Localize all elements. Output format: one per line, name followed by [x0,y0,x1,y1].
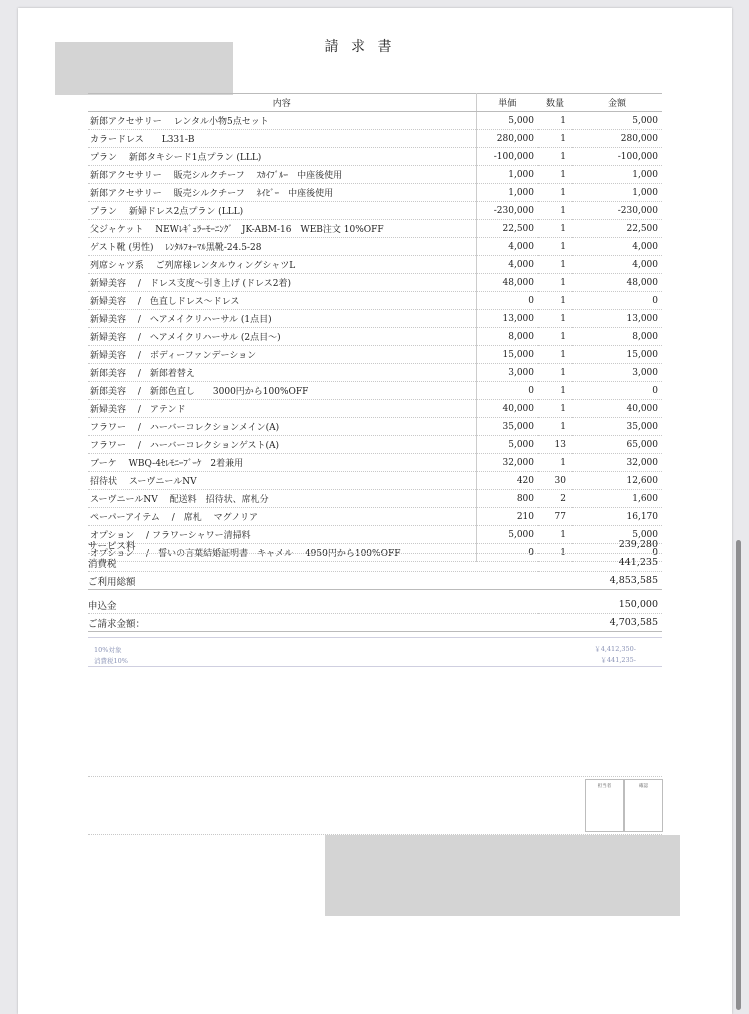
item-description: オプション / フラワーシャワー清掃料 [88,526,476,544]
item-quantity: 2 [538,490,572,508]
table-row [88,310,662,328]
item-unit-price: 15,000 [476,346,538,364]
item-quantity: 1 [538,112,572,130]
item-unit-price: 1,000 [476,166,538,184]
item-description: 新郎アクセサリー 販売シルクチーフ ﾈｲﾋﾞｰ 中座後使用 [88,184,476,202]
item-amount: 35,000 [572,418,662,436]
item-description: オプション / 誓いの言葉結婚証明書 キャメル 4950円から100%OFF [88,544,476,562]
header-amount: 金額 [572,94,662,112]
item-unit-price: 5,000 [476,526,538,544]
table-row [88,328,662,346]
item-amount: 4,000 [572,256,662,274]
item-description: 列席シャツ系 ご列席様レンタルウィングシャツL [88,256,476,274]
stamp-box-staff [585,779,624,832]
item-unit-price: 4,000 [476,238,538,256]
item-quantity: 1 [538,454,572,472]
item-quantity: 1 [538,256,572,274]
line-items-body [88,112,662,562]
item-unit-price: 4,000 [476,256,538,274]
item-quantity: 1 [538,238,572,256]
item-unit-price: 8,000 [476,328,538,346]
item-description: 新郎アクセサリー 販売シルクチーフ ｽｶｲﾌﾞﾙｰ 中座後使用 [88,166,476,184]
item-description: 新婦美容 / アテンド [88,400,476,418]
taxable-10-label: 10%対象 [94,646,122,654]
deposit-label: 申込金 [88,596,538,614]
consumption-tax-row [88,554,662,572]
consumption-tax-label: 消費税 [88,554,538,572]
item-quantity: 1 [538,346,572,364]
item-unit-price: 3,000 [476,364,538,382]
document-title: 請 求 書 [324,39,396,55]
item-quantity: 1 [538,148,572,166]
item-amount: 1,000 [572,184,662,202]
item-quantity: 1 [538,310,572,328]
item-unit-price: 40,000 [476,400,538,418]
item-amount: 22,500 [572,220,662,238]
consumption-tax-value: 441,235 [538,554,662,572]
item-quantity: 1 [538,184,572,202]
item-description: フラワー / ハーバーコレクションゲスト(A) [88,436,476,454]
item-description: 新婦美容 / ドレス支度～引き上げ (ドレス2着) [88,274,476,292]
item-quantity: 1 [538,292,572,310]
item-quantity: 1 [538,526,572,544]
item-amount: 48,000 [572,274,662,292]
item-unit-price: -100,000 [476,148,538,166]
item-quantity: 77 [538,508,572,526]
table-row [88,400,662,418]
item-unit-price: 420 [476,472,538,490]
item-description: 新婦美容 / ボディーファンデーション [88,346,476,364]
billing-amount-value: 4,703,585 [538,614,662,632]
table-row [88,292,662,310]
item-amount: -230,000 [572,202,662,220]
table-row [88,256,662,274]
table-row [88,346,662,364]
item-amount: 0 [572,382,662,400]
item-description: 新婦美容 / ヘアメイクリハーサル (1点目) [88,310,476,328]
stamp-box-confirm [624,779,663,832]
item-amount: 280,000 [572,130,662,148]
item-quantity: 1 [538,166,572,184]
item-amount: 40,000 [572,400,662,418]
item-amount: 5,000 [572,526,662,544]
item-unit-price: 800 [476,490,538,508]
item-quantity: 1 [538,364,572,382]
deposit-row [88,596,662,614]
line-items-table [88,93,662,562]
table-row [88,148,662,166]
item-amount: 1,600 [572,490,662,508]
item-description: フラワー / ハーバーコレクションメイン(A) [88,418,476,436]
item-amount: 65,000 [572,436,662,454]
item-description: 新郎美容 / 新郎色直し 3000円から100%OFF [88,382,476,400]
total-usage-value: 4,853,585 [538,572,662,590]
table-row [88,184,662,202]
item-description: ゲスト靴 (男性) ﾚﾝﾀﾙﾌｫｰﾏﾙ黒靴-24.5-28 [88,238,476,256]
table-header-row [88,94,662,112]
item-quantity: 13 [538,436,572,454]
stamp-label-confirm: 確認 [639,784,648,789]
item-unit-price: 35,000 [476,418,538,436]
item-quantity: 1 [538,202,572,220]
item-description: 父ジャケット NEWﾚｷﾞｭﾗｰﾓｰﾆﾝｸﾞ JK-ABM-16 WEB注文 10%OFF [88,220,476,238]
table-row [88,130,662,148]
item-amount: 1,000 [572,166,662,184]
table-row [88,418,662,436]
item-quantity: 1 [538,130,572,148]
item-amount: 13,000 [572,310,662,328]
redacted-block [325,835,680,916]
item-amount: -100,000 [572,148,662,166]
item-amount: 8,000 [572,328,662,346]
item-description: 新婦美容 / ヘアメイクリハーサル (2点目～) [88,328,476,346]
item-quantity: 1 [538,418,572,436]
billing-amount-row [88,614,662,632]
item-unit-price: -230,000 [476,202,538,220]
item-description: 新婦美容 / 色直しドレス～ドレス [88,292,476,310]
item-unit-price: 0 [476,292,538,310]
item-description: プラン 新郎タキシード1点プラン (LLL) [88,148,476,166]
item-amount: 12,600 [572,472,662,490]
item-description: プラン 新婦ドレス2点プラン (LLL) [88,202,476,220]
item-amount: 15,000 [572,346,662,364]
tax-breakdown [88,637,662,667]
table-row [88,364,662,382]
table-row [88,454,662,472]
divider [88,776,662,777]
item-unit-price: 1,000 [476,184,538,202]
table-row [88,220,662,238]
item-unit-price: 5,000 [476,436,538,454]
totals-table [88,536,662,632]
header-quantity: 数量 [538,94,572,112]
item-description: 新郎美容 / 新郎着替え [88,364,476,382]
item-unit-price: 280,000 [476,130,538,148]
service-fee-label: サービス料 [88,536,538,554]
table-row [88,202,662,220]
item-amount: 0 [572,292,662,310]
service-fee-row [88,536,662,554]
deposit-value: 150,000 [538,596,662,614]
tax-10-label: 消費税10% [94,657,128,665]
item-description: ペーパーアイテム / 席札 マグノリア [88,508,476,526]
item-quantity: 30 [538,472,572,490]
item-quantity: 1 [538,328,572,346]
item-quantity: 1 [538,382,572,400]
billing-amount-label: ご請求金額： [88,614,538,632]
header-unit-price: 単価 [476,94,538,112]
scrollbar[interactable] [736,540,741,1010]
item-amount: 3,000 [572,364,662,382]
table-row [88,238,662,256]
table-row [88,490,662,508]
item-unit-price: 32,000 [476,454,538,472]
item-amount: 4,000 [572,238,662,256]
item-amount: 0 [572,544,662,562]
table-row [88,472,662,490]
item-unit-price: 0 [476,382,538,400]
item-unit-price: 210 [476,508,538,526]
item-description: スーヴニールNV 配送料 招待状、席札分 [88,490,476,508]
table-row [88,112,662,130]
item-quantity: 1 [538,400,572,418]
taxable-10-value: ￥4,412,350- [594,645,636,653]
table-row [88,436,662,454]
redacted-block [55,42,233,95]
table-row [88,166,662,184]
service-fee-value: 239,280 [538,536,662,554]
table-row [88,382,662,400]
total-usage-label: ご利用総額 [88,572,538,590]
table-row [88,274,662,292]
item-quantity: 1 [538,274,572,292]
item-description: 招待状 スーヴニールNV [88,472,476,490]
item-quantity: 1 [538,544,572,562]
item-quantity: 1 [538,220,572,238]
item-amount: 32,000 [572,454,662,472]
total-usage-row [88,572,662,590]
item-amount: 16,170 [572,508,662,526]
item-unit-price: 48,000 [476,274,538,292]
item-description: 新郎アクセサリー レンタル小物5点セット [88,112,476,130]
item-unit-price: 5,000 [476,112,538,130]
table-row [88,508,662,526]
tax-10-value: ￥441,235- [600,656,636,664]
stamp-label-staff: 担当者 [597,784,612,789]
item-description: カラードレス L331-B [88,130,476,148]
item-amount: 5,000 [572,112,662,130]
item-description: ブーケ WBQ-4ｾﾚﾓﾆｰﾌﾞｰｹ 2着兼用 [88,454,476,472]
item-unit-price: 13,000 [476,310,538,328]
header-description: 内容 [88,94,476,112]
item-unit-price: 0 [476,544,538,562]
item-unit-price: 22,500 [476,220,538,238]
